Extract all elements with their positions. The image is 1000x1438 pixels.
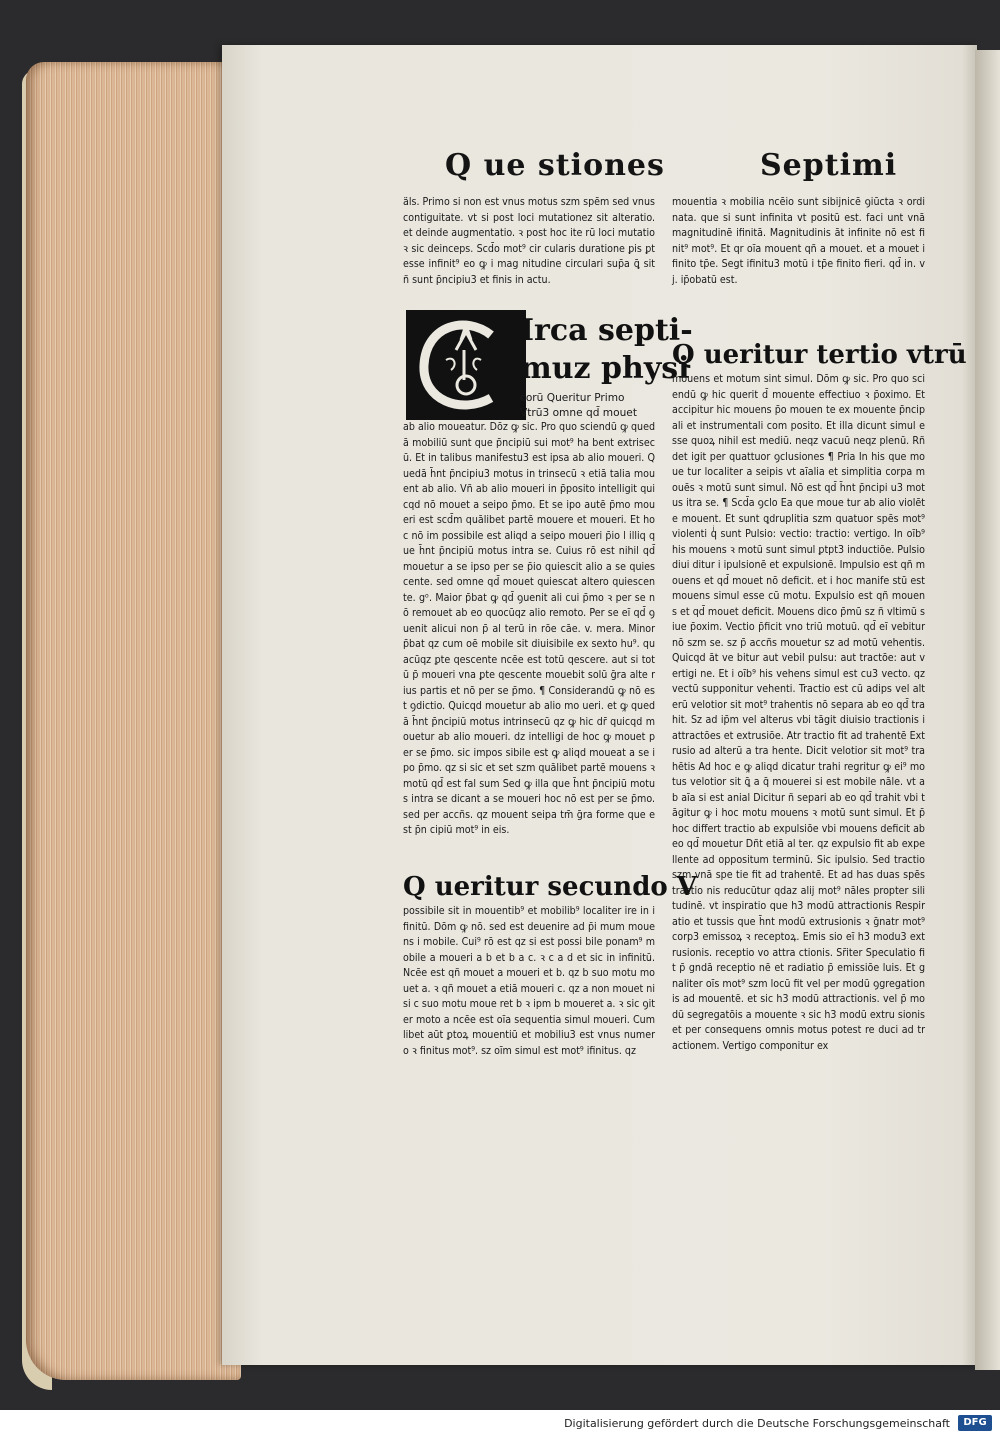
right-column-top-paragraph [672,195,925,288]
left-column-top-paragraph [403,195,655,288]
decorated-initial-icon [406,310,526,420]
question-1-line-3: corū Queritur Primo [520,392,625,404]
left-column-question-2 [403,868,697,1059]
question-3-heading: Q ueritur tertio vtrū [672,340,967,370]
right-top-text: mouentia ꝛ mobilia ncēio sunt sibijnicē ꝯiūcta ꝛ ordinata. que si sunt infinita vt positū est. faci unt vnā magnitudinē ifinitā. Magnitudinis āt infinite nō est finit⁹ mot⁹. Et qr oīa mouent qñ a mouet. et a mouet i finito tp̄e. Segt ifinitu3 motū i tp̄e finito fieri. qd̄ in. vj. ip̄obatū est. [672,196,925,286]
right-column-question-3 [672,336,967,1054]
funding-credit: Digitalisierung gefördert durch die Deutsche Forschungsgemeinschaft [564,1417,950,1430]
dfg-logo[interactable]: DFG [958,1415,992,1431]
question-1-line-4: Vtrū3 omne qd̄ mouet [520,407,637,419]
question-2-text: possibile sit in mouentib⁹ et mobilib⁹ localiter ire in ifinitū. Dōm ꝙ nō. sed est deuenire ad p̄i mum mouens i mobile. Cui⁹ rō est qz si est possi bile ponam⁹ mobile a moueri a b et b a c. ꝛ c a d et sic in infinitū. Ncēe est qñ mouet a moueri et b. qz b suo motu mouet a. ꝛ qñ mouet a etiā moueri c. qz a non mouet nisi c suo motu moue ret b ꝛ ipm b moueret a. ꝛ sic ꝯiter moto a ncēe est oīa sequentia simul moueri. Cumlibet aūt ꝑtoꝝ mouentiū et mobiliu3 est vnus numero ꝛ finitus mot⁹. sz oīm simul est mot⁹ ifinitus. qz [403,905,656,1057]
question-3-text: mouens et motum sint simul. Dōm ꝙ sic. Pro quo sciendū ꝙ hic querit d̄ mouente effectiuo ꝛ p̄oximo. Et accipitur hic mouens p̄o mouen te ex mouente p̄ncipali et instrumentali com posito. Et illa dicunt simul esse quoꝝ nihil est mediū. neqz vacuū neqz plenū. Rñdet igit per quattuor ꝯclusiones ¶ Pria In his que moue tur localiter a seipis vt aīalia et simplitia corpa mouēs ꝛ motū sunt simul. Nō est qd̄ h̄nt p̄ncipi u3 motus itra se. ¶ Scd̄a ꝯclo Ea que moue tur ab alio violēte mouent. Et sunt ꝗdruplitia szm quatuor spēs mot⁹ violenti qͥ sunt Pulsio: vectio: tractio: vertigo. In oīb⁹ his mouens ꝛ motū sunt simul ꝑtpt3 inductiōe. Pulsio diui ditur i ipulsionē et expulsionē. Impulsio est qñ mouens et qd̄ mouet nō deficit. et i hoc manife stū est mouens simul esse cū motu. Expulsio est qñ mouens et qd̄ mouet deficit. Mouens dico p̄mū sz ñ vltimū siue p̄oxim. Vectio p̄ficit vno triū motuū. qd̄ eī vebitur nō szm se. sz p̄ accñs mouetur sz ad motū vehentis. Quicqd āt ve bitur aut vebil pulsu: aut tractōe: aut vertigi ne. Et i oīb⁹ his vehens simul est cu3 vecto. qz vectū supponitur vehenti. Tractio est cū adips vel alterū velotior sit mot⁹ trahentis nō separa ab eo qd̄ trahit. Sz ad ip̄m vel alterus vbi tāgit diuisio tractionis i attractōes et extrusiōe. Atr tractio fit ad trahentē Extrusio ad alterū a tra hente. Dicit velotior sit mot⁹ trahētis Ad hoc e ꝙ aliqd dicatur trahi regritur ꝙ ei⁹ motus velotior sit ꝗ̄ a q̄ mouerei si est mobile nāle. vt ab aīa si est anial Dicitur ñ separi ab eo qd̄ trahit vbi tāgitur ꝙ i hoc motu mouens ꝛ motū sunt simul. Et p̄ hoc differt tractio ab expulsiōe vbi mouens deficit ab eo qd̄ mouetur Dñt etiā al ter. qz expulsio fit ab expellente ad oppositum terminū. Sic ipulsio. Sed tractio szm vnā spe tie fit ad trahentē. Et ad has duas spēs tractio nis reducūtur qdaz alij mot⁹ nāles propter sili tudinē. vt inspiratio que h3 modū attractionis Respiratio et tussis que h̄nt modū extrusionis ꝛ ḡnatr mot⁹ corp3 emissoꝝ ꝛ receptoꝝ. Emis sio eī h3 modu3 extrusionis. receptio vo attra ctionis. Sr̄iter Speculatio fit p̄ gndā receptio nē et radiatio p̄ emissiōe luis. Et gnaliter oīs mot⁹ szm locū fit vel per modū ꝯgregationis ad mouentē. et sic h3 modū attractionis. vel p̄ mo dū segregatōis a mouente ꝛ sic h3 modū extru sionis et per consequens omnis motus potest re duci ad tractionem. Vertigo componitur ex [672,373,925,1052]
digitization-footer [0,1410,1000,1438]
facing-page-edge [975,50,1000,1370]
left-column-question-1-body [403,420,655,839]
running-header-right: Septimi [760,148,898,183]
left-top-text: äls. Primo si non est vnus motus szm spēm sed vnus contiguitate. vt si post loci mutationez sit alteratio. et deinde augmentatio. ꝛ post hoc ite rū loci mutatio ꝛ sic deinceps. Scd̄o mot⁹ cir cularis duratione ꝑis ꝑt esse infinit⁹ eo ꝙ i mag nitudine circulari sup̄a ꝗ̄ sit ñ sunt p̄ncipiu3 et finis in actu. [403,196,655,286]
decorated-initial-c [406,310,526,420]
question-1-heading-line-2: muz physi [520,351,690,386]
page-edges [26,62,241,1380]
question-1-text: ab alio moueatur. Dōz ꝙ sic. Pro quo sciendū ꝙ quedā mobiliū sunt que p̄ncipiū sui mot⁹ ha bent extrisecū. Et in talibus manifestu3 est ipsa ab alio moueri. Quedā h̄nt p̄ncipiu3 motus in trinsecū ꝛ etiā talia mouent ab alio. Vñ ab alio moueri in p̄posito intelligit quicqd nō mouet a seipo p̄mo. Et se ipo autē p̄mo moueri est scd̄m quālibet partē mouere et moueri. Et hoc nō im possibile est aliqd a seipo moueri p̄io l illiq que h̄nt p̄ncipiū motus intra se. Cuius rō est nihil qd̄ mouetur a se ipso per se p̄io quiescit alio a se quiescente. sed omne qd̄ mouet quiescat altero quiescente. gᵒ. Maior p̄bat ꝙ qd̄ ꝯuenit ali cui p̄mo ꝛ per se nō remouet ab eo quocūqz alio remoto. Per se eī qd̄ ꝯuenit alicui non p̄ al terū in rōe cāe. v. mera. Minor p̄bat qz cum oē mobile sit diuisibile ex sexto hu⁹. quacūqz ꝑte qescente ncēe est totū qescere. aut si totū p̄ moueri vna ꝑte qescente mouebit solū ḡra alte rius partis et nō per se p̄mo. ¶ Considerandū ꝙ nō est ꝯdictio. Quicqd mouetur ab alio mo ueri. et ꝙ quedā h̄nt p̄ncipiū motus intrinsecū qz ꝙ hic dr̄ quicqd mouetur ab alio moueri. dz intelligi de hoc ꝙ mouet per se p̄mo. sic impos sibile est ꝙ aliqd moueat a se ipo p̄mo. qz si sic et set szm quālibet partē mouens ꝛ motū qd̄ est fal sum Sed ꝙ illa que h̄nt p̄ncipiū motus intra se dicant a se moueri hoc nō est per se p̄mo. sed per accñs. qz mouent seipa tm̄ ḡra forme que est p̄n cipiū mot⁹ in eis. [403,421,655,836]
question-1-heading-line-1: Irca septi- [520,313,693,348]
running-header-left: Q ue stiones [445,148,665,183]
question-2-heading: Q ueritur secundo V [403,872,697,902]
